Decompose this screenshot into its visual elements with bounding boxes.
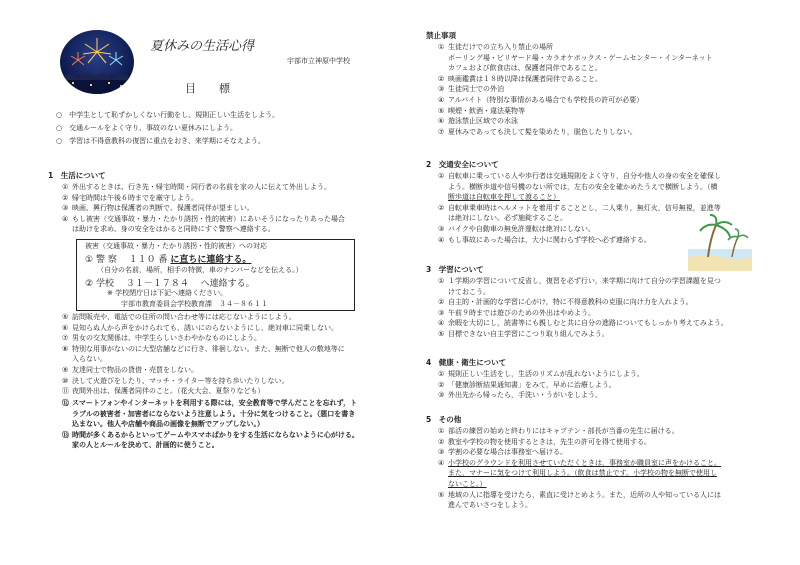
- item-text: 特別な用事がないのに大型店舗などに行き、徘徊しない。また、無断で他人の敷地等に: [72, 344, 345, 353]
- list-item: [438, 84, 713, 95]
- list-item: [438, 490, 721, 501]
- item-text: 映画、興行物は保護者の判断で、保護者同伴が望ましい。: [72, 204, 254, 213]
- list-item: [438, 53, 713, 64]
- item-text: アルバイト（特別な事情がある場合でも学校長の許可が必要）: [448, 95, 644, 104]
- item-number: ④: [62, 214, 69, 223]
- list-item: [438, 42, 713, 53]
- item-number: ⑤: [438, 490, 445, 499]
- section-4-list: [438, 369, 644, 401]
- item-number: ⑥: [438, 117, 445, 126]
- item-text: 決して火遊びをしたり、マッチ・ライター等を持ち歩いたりしない。: [72, 376, 289, 385]
- goal-marker: ○: [56, 137, 63, 145]
- item-text: 自主的・計画的な学習に心がけ，特に不得意教科の克服に向け力を入れよう。: [448, 298, 693, 307]
- item-text: 自転車に乗っている人や歩行者は交通規則をよく守り，自分や他人の身の安全を確保し: [448, 172, 721, 180]
- item-text: ラブルの被害者・加害者にならないよう注意しよう。十分に気をつけること。（悪口を書き: [72, 409, 356, 418]
- section-4-heading: 4 健康・衛生について: [426, 358, 507, 367]
- list-item: [62, 430, 359, 441]
- item-text: 友達同士で物品の貸借・売買をしない。: [72, 365, 198, 374]
- list-item: [438, 203, 721, 214]
- item-number: ①: [438, 370, 445, 378]
- fireworks-illustration: [60, 30, 134, 94]
- school-name: 宇部市立神原中学校: [287, 57, 350, 65]
- list-item: [62, 203, 345, 214]
- item-number: ②: [438, 203, 445, 212]
- board-of-education-phone: 宇部市教育委員会学校教育課 ３４－８６１１: [121, 300, 268, 308]
- list-item: [62, 354, 345, 365]
- list-item: [438, 426, 721, 437]
- item-text: 入らない。: [72, 355, 107, 364]
- list-item: [62, 344, 345, 355]
- item-number: ③: [438, 448, 445, 457]
- item-text: 家の人とルールを決めて、計画的に使うこと。: [72, 441, 219, 450]
- item-text: スマートフォンやインターネットを利用する際には，安全教育等で学んだことを忘れず，ト: [72, 399, 358, 407]
- list-item: [438, 106, 713, 117]
- goal-item: ○ 交通ルールをよく守り、事故のない夏休みにしよう。: [56, 124, 237, 132]
- list-item: [438, 318, 728, 329]
- list-item: [438, 127, 713, 138]
- item-text: 午前９時までは遊びのための外出はやめよう。: [448, 308, 595, 317]
- list-item: [62, 224, 345, 235]
- list-item: [438, 116, 713, 127]
- list-item: [62, 409, 359, 420]
- item-text: 地域の人に指導を受けたら，素直に受けとめよう。また，近所の人や知っている人には: [448, 490, 721, 499]
- item-text: 教室や学校の物を使用するときは，先生の許可を得て使用する。: [448, 437, 651, 446]
- list-item: [438, 95, 713, 106]
- item-number: ⑫: [62, 399, 69, 407]
- item-text: 訪問販売や、電話での住所の問い合わせ等には応じないようにしよう。: [72, 313, 296, 321]
- list-item: [438, 63, 713, 74]
- item-text: 映画鑑賞は１８時以降は保護者同伴であること。: [448, 74, 602, 83]
- item-text: 外出するときは、行き先・帰宅時間・同行者の名前を家の人に伝えて外出しよう。: [72, 183, 331, 191]
- list-item: [438, 458, 721, 469]
- item-text: 込まない。他人や店舗や商品の画像を無断でアップしない。）: [72, 420, 265, 429]
- list-item: [438, 369, 644, 380]
- item-number: ②: [62, 193, 69, 202]
- goal-marker: ○: [56, 124, 63, 132]
- list-item: [438, 287, 728, 298]
- list-item: [438, 297, 728, 308]
- section-5-list: [438, 426, 721, 511]
- item-number: ⑪: [62, 387, 69, 396]
- list-item: [438, 468, 721, 479]
- item-text: 喫煙・飲酒・違法薬物等: [448, 106, 525, 115]
- item-text: 目標できない自主学習にこつり取り組んでみよう。: [448, 329, 609, 338]
- item-number: ③: [438, 224, 445, 233]
- prohibited-heading: 禁止事項: [426, 31, 456, 40]
- item-text: 「健康診断結果通知書」をみて，早めに治療しよう。: [448, 380, 616, 389]
- item-text: カフェおよび飲食店は、保護者同伴であること。: [448, 64, 602, 73]
- emergency-contact-box: [76, 239, 355, 311]
- goals-heading: 目 標: [185, 82, 236, 95]
- item-text: バイクや自動車の無免許運転は絶対にしない。: [448, 224, 595, 233]
- section-3-list: [438, 276, 728, 340]
- item-number: ③: [438, 85, 445, 94]
- police-note: （自分の名前，場所，相手の特徴，車のナンバーなどを伝える。）: [97, 266, 303, 274]
- list-item: [438, 224, 721, 235]
- list-item: [438, 447, 721, 458]
- goal-marker: ○: [56, 111, 63, 119]
- section-1-list: [62, 182, 345, 235]
- item-number: ④: [438, 319, 445, 328]
- list-item: [438, 182, 721, 193]
- item-number: ⑦: [62, 334, 69, 343]
- list-item: [62, 365, 345, 376]
- item-text: １学期の学習について反省し，復習を必ず行い，来学期に向けて自分の学習課題を見つ: [448, 277, 721, 285]
- item-number: ⑧: [62, 344, 69, 353]
- item-text: 小学校のグラウンドを利用させていただくときは，事務室か職員室に声をかけること。: [448, 458, 721, 467]
- goal-item: ○ 中学生として恥ずかしくない行動をし、規則正しい生活をしよう。: [56, 111, 280, 119]
- list-item: [438, 437, 721, 448]
- section-3-heading: 3 学習について: [426, 265, 484, 274]
- item-text: 時間が多くあるからといってゲームやスマホばかりをする生活にならないように心がける。: [72, 430, 359, 439]
- item-number: ⑨: [62, 365, 69, 374]
- police-line: ① 警 察 １１０ 番 に直ちに連絡する。: [85, 255, 252, 265]
- item-text: 夜間外出は、保護者同伴のこと。（花火大会、夏祭りなども）: [72, 387, 265, 396]
- list-item: [438, 171, 721, 182]
- list-item: [438, 308, 728, 319]
- list-item: [62, 419, 359, 430]
- item-text: けておこう。: [448, 287, 490, 296]
- item-number: ①: [438, 427, 445, 435]
- goal-item: ○ 学習は不得意教科の復習に重点をおき、来学期にそなえよう。: [56, 137, 265, 145]
- box-title: 被害（交通事故・暴力・たかり誘拐・性的被害）への対応: [85, 242, 267, 250]
- item-number: ⑥: [62, 323, 69, 332]
- item-text: 断歩道は自転車を押して渡ること）: [448, 193, 560, 202]
- item-text: 遊泳禁止区域での水泳: [448, 117, 518, 126]
- item-text: 生徒同士での外泊: [448, 85, 504, 94]
- item-text: もし被害（交通事故・暴力・たかり誘拐・性的被害）にあいそうになったりあった場合: [72, 214, 345, 223]
- item-number: ⑤: [438, 329, 445, 338]
- list-item: [438, 390, 644, 401]
- school-phone-line: ② 学校 ３１－１７８４ へ連絡する。: [85, 279, 255, 289]
- list-item: [62, 214, 345, 225]
- item-number: ②: [438, 380, 445, 389]
- list-item: [438, 329, 728, 340]
- section-2-list: [438, 171, 721, 245]
- list-item: [438, 74, 713, 85]
- item-text: また，マナーに気をつけて利用しよう。（飲食は禁止です。小学校の物を無断で使用し: [448, 469, 717, 478]
- item-text: ボーリング場・ビリヤード場・カラオケボックス・ゲームセンター・インターネット: [448, 53, 713, 62]
- item-number: ③: [438, 391, 445, 400]
- item-text: 帰宅時間は午後６時までを厳守しよう。: [72, 193, 198, 202]
- list-item: [438, 479, 721, 490]
- item-number: ⑬: [62, 430, 69, 439]
- prohibited-list: [438, 42, 713, 137]
- item-number: ③: [62, 204, 69, 213]
- item-number: ①: [438, 172, 445, 180]
- item-number: ①: [62, 183, 69, 191]
- item-number: ④: [438, 235, 445, 244]
- list-item: [62, 312, 345, 323]
- item-text: 外出先から帰ったら，手洗い・うがいをしよう。: [448, 391, 602, 400]
- item-text: は絶対にしない。必ず施錠すること。: [448, 214, 567, 223]
- beach-illustration: [688, 213, 752, 271]
- list-item: [438, 380, 644, 391]
- item-text: もし事故にあった場合は，大小に関わらず学校へ必ず連絡する。: [448, 235, 651, 244]
- section-2-heading: 2 交通安全について: [426, 160, 499, 169]
- item-number: ②: [438, 298, 445, 307]
- item-text: ないこと。）: [448, 479, 487, 488]
- item-number: ①: [438, 43, 445, 51]
- list-item: [438, 235, 721, 246]
- list-item: [62, 398, 359, 409]
- item-number: ⑩: [62, 376, 69, 385]
- item-text: 男女の交友関係は、中学生らしいさわやかなものにしよう。: [72, 334, 261, 343]
- item-number: ③: [438, 308, 445, 317]
- list-item: [62, 333, 345, 344]
- item-number: ④: [438, 95, 445, 104]
- item-text: 夏休みであっても決して髪を染めたり，脱色したりしない。: [448, 127, 637, 136]
- list-item: [438, 213, 721, 224]
- list-item: [62, 386, 345, 397]
- list-item: [62, 323, 345, 334]
- item-number: ②: [438, 74, 445, 83]
- item-text: よう。横断歩道や信号機のない所では，左右の安全を確かめたうえで横断しよう。（横: [448, 182, 718, 191]
- item-text: 余暇を大切にし，読書等にも親しむと共に自分の進路についてもしっかり考えてみよう。: [448, 319, 728, 328]
- list-item: [438, 500, 721, 511]
- list-item: [62, 376, 345, 387]
- closed-day-note: ※ 学校閉庁日は下記へ連絡ください。: [107, 289, 228, 297]
- item-text: 部活の練習の始めと終わりにはキャプテン・部長が当番の先生に届ける。: [448, 427, 679, 435]
- item-number: ④: [438, 458, 445, 467]
- section-1-important-notes: [62, 398, 359, 451]
- item-text: 学割の必要な場合は事務室へ届ける。: [448, 448, 567, 457]
- item-number: ⑤: [62, 313, 69, 321]
- list-item: [62, 182, 345, 193]
- item-text: 生徒だけでの立ち入り禁止の場所: [448, 43, 553, 51]
- item-number: ⑤: [438, 106, 445, 115]
- list-item: [62, 440, 359, 451]
- list-item: [62, 193, 345, 204]
- item-text: 見知らぬ人から声をかけられても、誘いにのらないようにし、絶対車に同乗しない。: [72, 323, 338, 332]
- list-item: [438, 276, 728, 287]
- item-number: ①: [438, 277, 445, 285]
- item-text: は助けを求め、身の安全をはかると同時にすぐ警察へ連絡する。: [72, 225, 275, 234]
- item-number: ②: [438, 437, 445, 446]
- item-number: ⑦: [438, 127, 445, 136]
- list-item: [438, 192, 721, 203]
- item-text: 規則正しい生活をし，生活のリズムが乱れないようにしよう。: [448, 370, 644, 378]
- item-text: 自転車乗車時はヘルメットを着用することとし，二人乗り，無灯火，信号無視，並進等: [448, 203, 721, 212]
- section-5-heading: 5 その他: [426, 415, 462, 424]
- item-text: 進んであいさつをしよう。: [448, 501, 532, 510]
- section-1-list-continued: [62, 312, 345, 397]
- page-title: 夏休みの生活心得: [150, 39, 255, 54]
- section-1-heading: 1 生活について: [48, 171, 106, 180]
